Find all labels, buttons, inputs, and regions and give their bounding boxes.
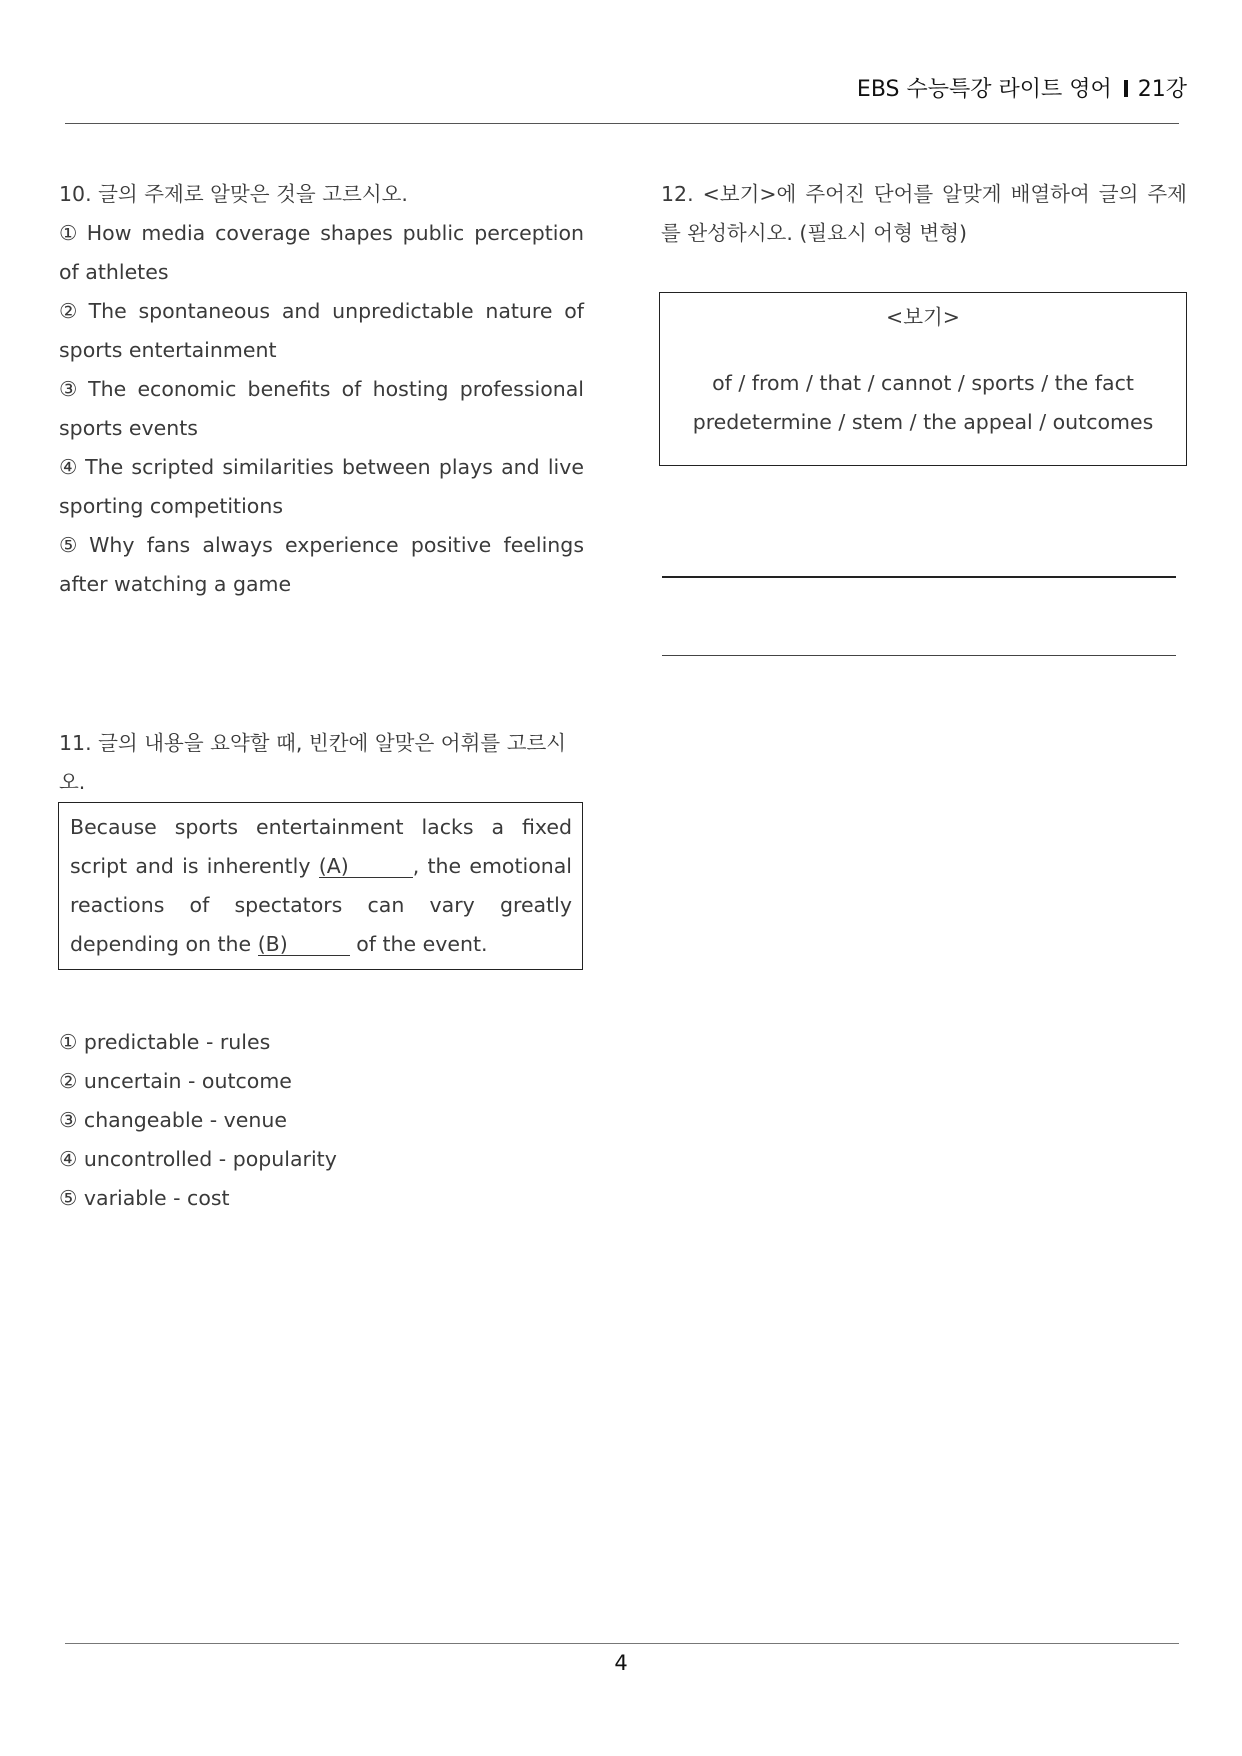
question-10-option-2[interactable]: [59, 292, 584, 370]
question-10-title: 10. 글의 주제로 알맞은 것을 고르시오.: [59, 182, 408, 206]
answer-line-2[interactable]: [662, 655, 1176, 656]
option-text: The economic benefits of hosting professional sports events: [59, 377, 584, 440]
option-number: ②: [59, 1069, 78, 1093]
option-text: uncertain - outcome: [83, 1069, 292, 1093]
option-number: ③: [59, 1108, 78, 1132]
lecture-number: 21강: [1137, 77, 1187, 102]
option-number: ①: [59, 221, 81, 245]
question-11-option-4[interactable]: [59, 1140, 584, 1179]
summary-box: [58, 802, 583, 970]
option-number: ⑤: [59, 533, 84, 557]
question-12-title: 12. <보기>에 주어진 단어를 알맞게 배열하여 글의 주제를 완성하시오. (필요시 어형 변형): [661, 182, 1187, 245]
page-number: 4: [614, 1651, 628, 1675]
question-11-option-5[interactable]: [59, 1179, 584, 1218]
option-text: How media coverage shapes public perception of athletes: [59, 221, 584, 284]
word-list-line-1: of / from / that / cannot / sports / the fact: [712, 371, 1134, 395]
question-11-option-1[interactable]: [59, 1023, 584, 1062]
option-number: ②: [59, 299, 83, 323]
option-number: ④: [59, 1147, 78, 1171]
option-text: uncontrolled - popularity: [83, 1147, 337, 1171]
option-text: The scripted similarities between plays and live sporting competitions: [59, 455, 584, 518]
option-number: ①: [59, 1030, 78, 1054]
option-number: ③: [59, 377, 83, 401]
answer-line-1[interactable]: [662, 576, 1176, 578]
question-12: [661, 175, 1187, 253]
question-10-option-5[interactable]: [59, 526, 584, 604]
option-text: The spontaneous and unpredictable nature of sports entertainment: [59, 299, 584, 362]
question-10-option-4[interactable]: [59, 448, 584, 526]
header-rule: [65, 123, 1179, 124]
option-text: changeable - venue: [83, 1108, 288, 1132]
option-text: Why fans always experience positive feelings after watching a game: [59, 533, 584, 596]
footer-rule: [65, 1643, 1179, 1644]
question-11-title: 11. 글의 내용을 요약할 때, 빈칸에 알맞은 어휘를 고르시오.: [59, 731, 567, 794]
option-text: variable - cost: [83, 1186, 230, 1210]
word-list-line-2: predetermine / stem / the appeal / outcomes: [692, 410, 1154, 434]
book-title: EBS 수능특강 라이트 영어: [856, 77, 1112, 102]
summary-text: , the emotional reactions of spectators can vary greatly depending on the: [70, 854, 572, 956]
question-10-option-3[interactable]: [59, 370, 584, 448]
header-divider: [1124, 80, 1128, 97]
word-box: [659, 292, 1187, 466]
summary-text: of the event.: [349, 932, 488, 956]
blank-a: (A): [319, 855, 413, 878]
question-10: [59, 175, 584, 604]
question-11-option-3[interactable]: [59, 1101, 584, 1140]
word-box-title: <보기>: [886, 305, 960, 329]
option-text: predictable - rules: [83, 1030, 271, 1054]
summary-text: Because sports entertainment lacks a fixed script and is inherently: [70, 815, 572, 878]
question-11-option-2[interactable]: [59, 1062, 584, 1101]
blank-b: (B): [258, 933, 350, 956]
option-number: ⑤: [59, 1186, 78, 1210]
question-11: [59, 724, 584, 802]
option-number: ④: [59, 455, 80, 479]
question-10-option-1[interactable]: [59, 214, 584, 292]
question-11-options: [59, 1023, 584, 1218]
header-title: [857, 72, 1187, 103]
